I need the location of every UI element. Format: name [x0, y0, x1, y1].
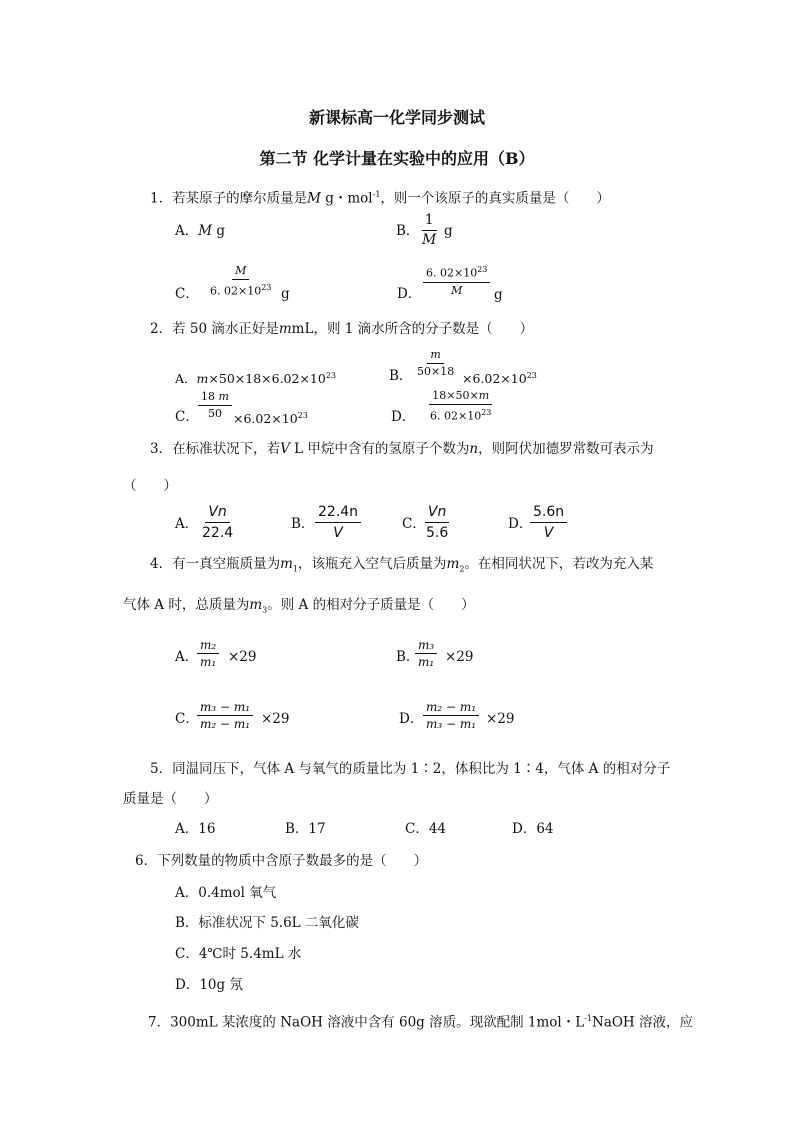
q4-option-d-fraction: $\frac{\text{m₂ − m₁}}{\text{m₃ − m₁}}$ — [423, 700, 479, 731]
q3-option-b-label: B． — [291, 516, 315, 532]
section-subtitle: 第二节 化学计量在实验中的应用（B） — [259, 149, 535, 168]
q3-option-c-fraction: $\frac{Vn}{5.6}$ — [426, 504, 449, 541]
q4-option-b-fraction: $\frac{\text{m₃}}{\text{m₁}}$ — [415, 638, 437, 669]
q3-option-a-label: A． — [175, 516, 199, 532]
q2-option-b-label: B． — [389, 368, 413, 384]
q2-option-d-label: D． — [391, 409, 416, 425]
q4-option-c-fraction: $\frac{\text{m₃ − m₁}}{\text{m₂ − m₁}}$ — [197, 700, 253, 731]
q3-option-a-fraction: $\frac{Vn}{22.4}$ — [202, 504, 234, 541]
q6-option-a: A．0.4mol 氧气 — [175, 885, 277, 901]
q1-option-d-unit: g — [494, 287, 503, 303]
q5-option-c: C．44 — [405, 821, 447, 837]
q4-option-b-label: B． — [396, 649, 420, 665]
q4-option-c-tail: ×29 — [261, 711, 290, 727]
q2-option-c-fraction: $\frac{18 m}{50}$ — [198, 390, 232, 421]
q2-option-c-tail: $\times 6.02\times 10^{23}$ — [233, 411, 308, 427]
q1-option-b-unit: g — [444, 223, 453, 239]
q3-option-d-fraction: $\frac{5.6n}{V}$ — [530, 503, 567, 542]
q2-stem: 2．若 50 滴水正好是mmL，则 1 滴水所含的分子数是（ ） — [150, 321, 534, 337]
q4-option-b-tail: ×29 — [445, 649, 474, 665]
q6-option-b: B．标准状况下 5.6L 二氧化碳 — [175, 915, 359, 931]
q1-option-c-fraction: $\frac{M}{6. 02\times 10^{23}}$ — [210, 264, 272, 298]
q4-stem-line2: 气体 A 时，总质量为$m_3$。则 A 的相对分子质量是（ ） — [123, 597, 475, 615]
q1-option-b-label: B． — [396, 223, 420, 239]
q4-option-d-label: D． — [399, 711, 424, 727]
q5-option-a: A．16 — [175, 821, 216, 837]
page-title: 新课标高一化学同步测试 — [308, 108, 485, 127]
q1-option-c-label: C． — [175, 286, 199, 302]
q1-stem: 1．若某原子的摩尔质量是M g・mol$^{-1}$，则一个该原子的真实质量是（ ） — [150, 190, 610, 207]
q1-option-c-unit: g — [281, 286, 290, 302]
q5-stem-line2: 质量是（ ） — [123, 791, 218, 807]
q3-option-b-fraction: $\frac{22.4n}{V}$ — [315, 503, 361, 542]
q6-stem: 6．下列数量的物质中含原子数最多的是（ ） — [135, 853, 428, 869]
q4-stem-line1: 4．有一真空瓶质量为$m_1$，该瓶充入空气后质量为$m_2$。在相同状况下，若改为充入某 — [150, 556, 654, 574]
q1-option-d-label: D． — [397, 286, 422, 302]
q5-stem-line1: 5．同温同压下，气体 A 与氧气的质量比为 1∶2，体积比为 1∶4，气体 A 的相对分子 — [150, 761, 671, 777]
q4-option-a-fraction: $\frac{\text{m₂}}{\text{m₁}}$ — [197, 638, 219, 669]
q3-stem: 3．在标准状况下，若V L 甲烷中含有的氢原子个数为n，则阿伏加德罗常数可表示为 — [150, 441, 654, 457]
q2-option-b-fraction: $\frac{m}{50\times 18}$ — [417, 348, 455, 378]
q2-option-c-label: C． — [175, 409, 199, 425]
q5-option-d: D．64 — [512, 821, 554, 837]
q3-paren: （ ） — [123, 478, 177, 494]
q7-stem: 7．300mL 某浓度的 NaOH 溶液中含有 60g 溶质。现欲配制 1mol・$L^{-1}NaOH$ 溶液，应 — [148, 1014, 693, 1031]
q4-option-a-label: A． — [175, 649, 199, 665]
q6-option-c: C．4℃时 5.4mL 水 — [175, 946, 302, 962]
q4-option-a-tail: ×29 — [228, 649, 257, 665]
q6-option-d: D．10g 氖 — [175, 977, 243, 993]
q3-option-d-label: D． — [508, 516, 533, 532]
q1-option-a: A．M g — [175, 223, 226, 239]
q2-option-a: A．$m\times 50\times 18\times 6.02\times 10^{23}$ — [175, 371, 337, 387]
q2-option-d-fraction: $\frac{18\times 50\times m}{6. 02\times 10^{23}}$ — [430, 389, 492, 423]
q5-option-b: B．17 — [285, 821, 326, 837]
q3-option-c-label: C． — [402, 516, 426, 532]
q1-option-d-fraction: $\frac{6. 02\times 10^{23}}{M}$ — [423, 263, 490, 298]
q4-option-c-label: C． — [175, 711, 199, 727]
q2-option-b-tail: $\times 6.02\times 10^{23}$ — [462, 371, 537, 387]
q1-option-b-fraction: $\frac{1}{M}$ — [422, 212, 437, 248]
q4-option-d-tail: ×29 — [486, 711, 515, 727]
